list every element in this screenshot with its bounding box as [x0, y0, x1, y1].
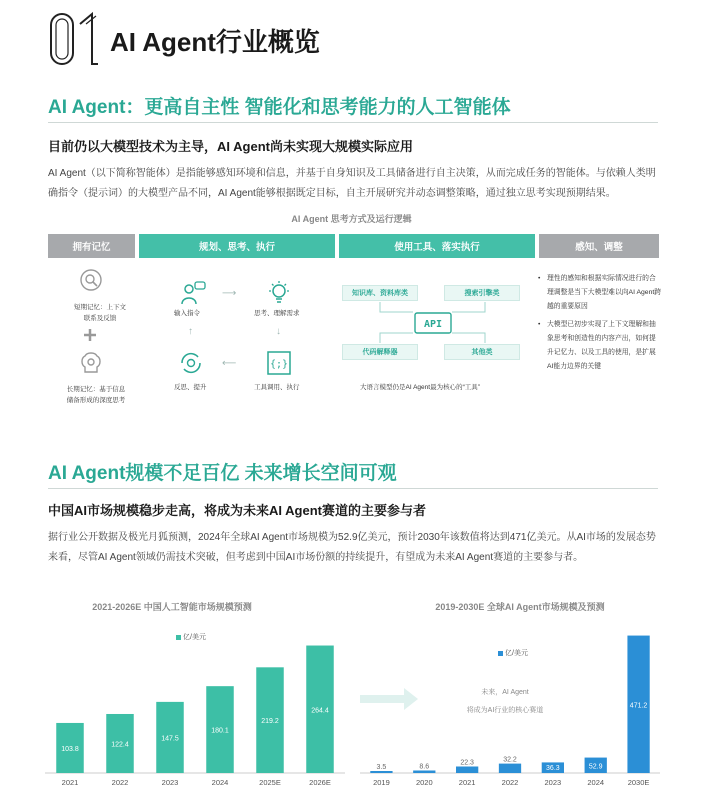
- tick-label: 2026E: [309, 778, 331, 787]
- bar: [499, 764, 521, 773]
- data-label: 22.3: [460, 759, 474, 767]
- arrow-right-icon: ⟶: [222, 288, 237, 299]
- cycle-think-label: 思考、理解需求: [254, 310, 300, 317]
- data-label: 103.8: [61, 745, 79, 753]
- page-title: AI Agent行业概览: [110, 27, 320, 57]
- data-label: 122.4: [111, 741, 129, 749]
- data-label: 219.2: [261, 718, 279, 726]
- tick-label: 2025E: [259, 778, 281, 787]
- data-label: 471.2: [629, 702, 648, 710]
- section1-title: AI Agent：更高自主性 智能化和思考能力的人工智能体: [48, 97, 511, 118]
- chart2-svg: [360, 630, 660, 790]
- section2-subtitle: 中国AI市场规模稳步走高，将成为未来AI Agent赛道的主要参与者: [48, 503, 426, 518]
- bar: [370, 771, 392, 773]
- section1-subtitle: 目前仍以大模型技术为主导，AI Agent尚未实现大规模实际应用: [48, 139, 413, 154]
- cycle-reflect-label: 反思、提升: [174, 384, 207, 391]
- arrow-left-icon: ⟵: [222, 358, 237, 369]
- svg-text:{;}: {;}: [269, 359, 289, 370]
- short-term-memory-label: 短期记忆：上下文 联系及反馈: [74, 304, 126, 322]
- plus-icon: [83, 328, 97, 342]
- long-term-memory-label: 长期记忆：基于信息 储备形成的深度思考: [66, 386, 126, 404]
- section2-title: AI Agent规模不足百亿 未来增长空间可观: [48, 463, 397, 484]
- lightbulb-gear-icon: [266, 280, 292, 306]
- bullet-item: • 大模型已初步实现了上下文理解和抽象思考和创造性的内容产出，如何提升记忆力、以及工具的使用，是扩展AI能力边界的关键: [537, 318, 662, 374]
- tool-search-engine: 搜索引擎类: [444, 285, 520, 301]
- data-label: 52.9: [588, 763, 603, 771]
- svg-text:API: API: [423, 319, 443, 330]
- divider: [48, 122, 658, 123]
- chart1-title: 2021-2026E 中国人工智能市场规模预测: [92, 602, 252, 612]
- brain-gear-icon: [78, 350, 104, 382]
- chart2-title: 2019-2030E 全球AI Agent市场规模及预测: [435, 602, 605, 612]
- arrow-down-icon: ↓: [276, 326, 281, 337]
- divider: [48, 488, 658, 489]
- refresh-gear-icon: [178, 350, 204, 376]
- tick-label: 2024: [587, 778, 605, 787]
- tool-code-interpreter: 代码解释器: [342, 344, 418, 360]
- data-label: 36.3: [546, 765, 560, 772]
- tool-other: 其他类: [444, 344, 520, 360]
- perception-bullets: [537, 272, 662, 378]
- tick-label: 2019: [373, 778, 390, 787]
- data-label: 180.1: [211, 727, 229, 735]
- section-number: [48, 10, 104, 68]
- data-label: 8.6: [419, 763, 430, 771]
- cycle-tools-label: 工具调用、执行: [254, 384, 300, 391]
- arrow-up-icon: ↑: [188, 326, 193, 337]
- api-icon: [414, 312, 452, 334]
- tick-label: 2020: [415, 778, 433, 787]
- section1-paragraph: AI Agent（以下简称智能体）是指能够感知环境和信息，并基于自身知识及工具储备进行自主决策，从而完成任务的智能体。与依赖人类明确指令（提示词）的大模型产品不同，AI Agent能够根据既定目标，自主开展研究并动态调整策略，通过独立思考实现预期结果。: [48, 168, 656, 199]
- chart1-svg: [45, 640, 345, 790]
- tick-label: 2021: [458, 778, 476, 787]
- section2-paragraph: 据行业公开数据及极光月狐预测，2024年全球AI Agent市场规模为52.9亿美元，预计2030年该数值将达到471亿美元。从AI市场的发展态势来看，尽管AI Agent领域仍需技术突破，但考虑到中国AI市场份额的持续提升，有望成为未来AI Agent赛道的主要参与者。: [48, 532, 656, 563]
- tick-label: 2023: [161, 778, 179, 787]
- data-label: 32.2: [503, 756, 517, 764]
- stage-plan-bar: 规划、思考、执行: [139, 234, 335, 258]
- stage-tools-bar: 使用工具、落实执行: [339, 234, 535, 258]
- brain-search-icon: [78, 268, 104, 298]
- tick-label: 2022: [111, 778, 129, 787]
- tools-caption: 大语言模型仍是AI Agent最为核心的“工具”: [360, 384, 480, 391]
- cycle-input-label: 输入指令: [174, 310, 200, 317]
- tick-label: 2030E: [627, 778, 650, 787]
- data-label: 264.4: [311, 707, 329, 715]
- tool-knowledge-base: 知识库、资料库类: [342, 285, 418, 301]
- code-brackets-icon: [266, 350, 292, 376]
- tick-label: 2023: [544, 778, 562, 787]
- chart2-legend: 亿/美元: [498, 648, 528, 658]
- chart2-annotation: 未来，AI Agent 将成为AI行业的核心赛道: [466, 689, 544, 714]
- data-label: 3.5: [376, 764, 387, 771]
- tick-label: 2024: [211, 778, 229, 787]
- diagram-title: AI Agent 思考方式及运行逻辑: [291, 214, 412, 224]
- stage-perception-bar: 感知、调整: [539, 234, 659, 258]
- tick-label: 2021: [61, 778, 79, 787]
- bar: [456, 766, 478, 773]
- chart1-legend: 亿/美元: [176, 632, 206, 642]
- data-label: 147.5: [161, 735, 179, 743]
- bar: [413, 770, 435, 773]
- stage-memory-bar: 拥有记忆: [48, 234, 135, 258]
- bullet-item: • 理性的感知和根据实际情况进行的合理调整是当下大模型难以向AI Agent跨越的重要原因: [537, 272, 662, 314]
- tick-label: 2022: [501, 778, 519, 787]
- person-chat-icon: [180, 280, 206, 306]
